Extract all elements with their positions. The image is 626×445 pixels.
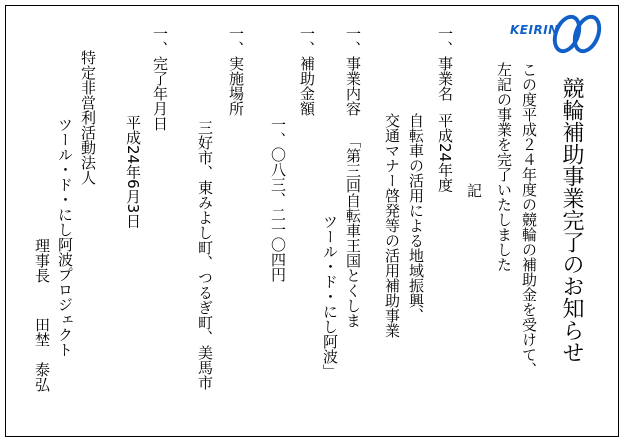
ki-label: 記 <box>465 183 483 198</box>
keirin-logo <box>510 14 610 64</box>
logo-brand-text: KEIRIN <box>510 23 559 37</box>
project-name-value-1: 自転車の活用による地域振興、 <box>407 113 425 323</box>
project-content-label: 一、事業内容 <box>344 26 362 116</box>
completion-date-value: 平成24年6月3日 <box>124 115 142 229</box>
project-name-value-2: 交通マナー啓発等の活用補助事業 <box>383 113 401 338</box>
organization-type: 特定非営利活動法人 <box>79 50 97 185</box>
project-content-value-1: 「第三回自転車王国とくしま <box>344 133 362 328</box>
completion-date-label: 一、完了年月日 <box>151 26 169 131</box>
subsidy-amount-value: 一、〇八三、二一〇四円 <box>269 117 287 282</box>
project-name-year: 平成24年度 <box>436 113 454 193</box>
project-name-label: 一、事業名 <box>436 26 454 101</box>
intro-line-2: 左記の事業を完了いたしました <box>495 62 513 272</box>
organization-name: ツール・ド・にし阿波プロジェクト <box>56 117 74 357</box>
organization-chair-name: 田埜 泰弘 <box>33 317 51 392</box>
project-content-value-2: ツール・ド・にし阿波」 <box>321 214 339 379</box>
location-label: 一、実施場所 <box>227 26 245 116</box>
location-value: 三好市、東みよし町、つるぎ町、美馬市 <box>196 120 214 390</box>
organization-chair-title: 理事長 <box>33 238 51 283</box>
intro-line-1: この度平成２４年度の競輪の補助金を受けて、 <box>520 62 538 377</box>
subsidy-amount-label: 一、補助金額 <box>298 26 316 116</box>
notice-title: 競輪補助事業完了のお知らせ <box>559 77 584 363</box>
